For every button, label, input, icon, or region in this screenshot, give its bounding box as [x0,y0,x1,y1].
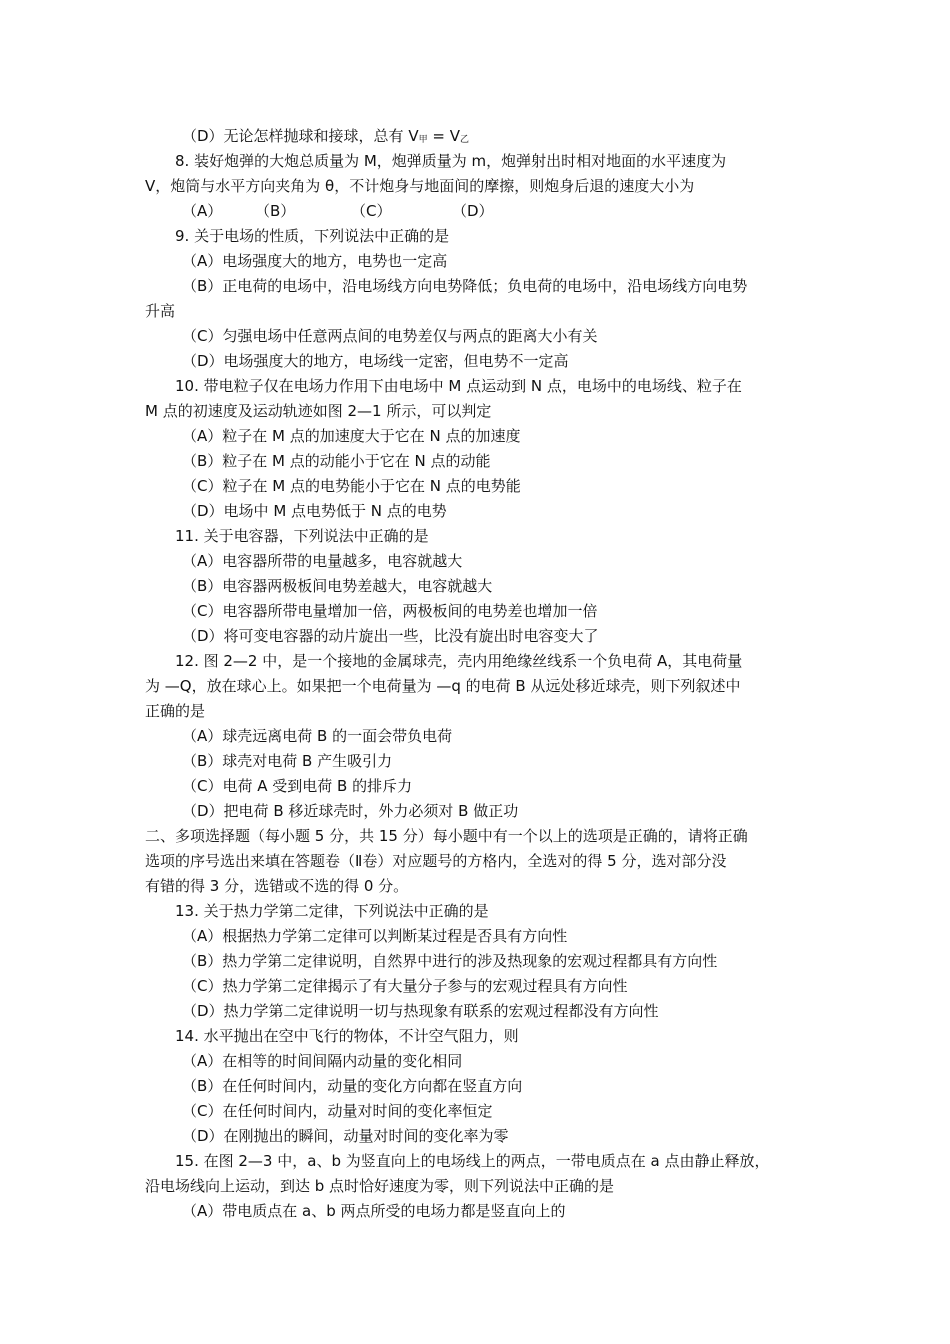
section2-heading-line3: 有错的得 3 分，选错或不选的得 0 分。 [145,877,409,895]
q11-option-c: （C）电容器所带电量增加一倍，两极板间的电势差也增加一倍 [182,602,598,620]
q10-stem-line1: 10. 带电粒子仅在电场力作用下由电场中 M 点运动到 N 点，电场中的电场线、粒子在 [175,377,742,395]
q8-option-a: （A） [182,202,223,220]
q14-stem: 14. 水平抛出在空中飞行的物体，不计空气阻力，则 [175,1027,519,1045]
q12-stem-line3: 正确的是 [145,702,206,720]
q14-option-c: （C）在任何时间内，动量对时间的变化率恒定 [182,1102,493,1120]
q13-option-a: （A）根据热力学第二定律可以判断某过程是否具有方向性 [182,927,568,945]
q15-stem-line2: 沿电场线向上运动，到达 b 点时恰好速度为零，则下列说法中正确的是 [145,1177,615,1195]
q14-option-b: （B）在任何时间内，动量的变化方向都在竖直方向 [182,1077,523,1095]
q13-option-b: （B）热力学第二定律说明，自然界中进行的涉及热现象的宏观过程都具有方向性 [182,952,718,970]
q12-option-c: （C）电荷 A 受到电荷 B 的排斥力 [182,777,413,795]
q10-option-c: （C）粒子在 M 点的电势能小于它在 N 点的电势能 [182,477,521,495]
q14-option-a: （A）在相等的时间间隔内动量的变化相同 [182,1052,463,1070]
q9-option-c: （C）匀强电场中任意两点间的电势差仅与两点的距离大小有关 [182,327,598,345]
q8-option-b: （B） [255,202,296,220]
q9-option-b-line2: 升高 [145,302,176,320]
q10-option-a: （A）粒子在 M 点的加速度大于它在 N 点的加速度 [182,427,521,445]
q12-option-a: （A）球壳远离电荷 B 的一面会带负电荷 [182,727,453,745]
q9-option-a: （A）电场强度大的地方，电势也一定高 [182,252,448,270]
q11-option-b: （B）电容器两极板间电势差越大，电容就越大 [182,577,493,595]
q8-stem-line2: V，炮筒与水平方向夹角为 θ，不计炮身与地面间的摩擦，则炮身后退的速度大小为 [145,177,695,195]
q11-option-d: （D）将可变电容器的动片旋出一些，比没有旋出时电容变大了 [182,627,599,645]
q9-stem: 9. 关于电场的性质，下列说法中正确的是 [175,227,450,245]
section2-heading-line1: 二、多项选择题（每小题 5 分，共 15 分）每小题中有一个以上的选项是正确的，请将正确 [145,827,748,845]
q15-option-a: （A）带电质点在 a、b 两点所受的电场力都是竖直向上的 [182,1202,566,1220]
q7-option-d: （D）无论怎样抛球和接球，总有 $V_甲 = V_乙$ [182,127,469,145]
q10-option-d: （D）电场中 M 点电势低于 N 点的电势 [182,502,447,520]
q13-option-c: （C）热力学第二定律揭示了有大量分子参与的宏观过程具有方向性 [182,977,628,995]
q11-stem: 11. 关于电容器，下列说法中正确的是 [175,527,429,545]
q10-option-b: （B）粒子在 M 点的动能小于它在 N 点的动能 [182,452,491,470]
q12-stem-line1: 12. 图 2—2 中，是一个接地的金属球壳，壳内用绝缘丝线系一个负电荷 A，其电荷量 [175,652,743,670]
q9-option-d: （D）电场强度大的地方，电场线一定密，但电势不一定高 [182,352,569,370]
q14-option-d: （D）在刚抛出的瞬间，动量对时间的变化率为零 [182,1127,509,1145]
q11-option-a: （A）电容器所带的电量越多，电容就越大 [182,552,463,570]
q12-option-d: （D）把电荷 B 移近球壳时，外力必须对 B 做正功 [182,802,519,820]
q13-option-d: （D）热力学第二定律说明一切与热现象有联系的宏观过程都没有方向性 [182,1002,659,1020]
q15-stem-line1: 15. 在图 2—3 中，a、b 为竖直向上的电场线上的两点，一带电质点在 a 点由静止释放， [175,1152,770,1170]
q10-stem-line2: M 点的初速度及运动轨迹如图 2—1 所示，可以判定 [145,402,492,420]
section2-heading-line2: 选项的序号选出来填在答题卷（Ⅱ卷）对应题号的方格内，全选对的得 5 分，选对部分没 [145,852,727,870]
q12-option-b: （B）球壳对电荷 B 产生吸引力 [182,752,393,770]
q8-option-c: （C） [351,202,392,220]
q8-options [145,199,817,224]
q9-option-b-line1: （B）正电荷的电场中，沿电场线方向电势降低；负电荷的电场中，沿电场线方向电势 [182,277,748,295]
question-text [145,124,817,1224]
q8-stem-line1: 8. 装好炮弹的大炮总质量为 M，炮弹质量为 m，炮弹射出时相对地面的水平速度为 [175,152,727,170]
q8-option-d: （D） [452,202,494,220]
q12-stem-line2: 为 —Q，放在球心上。如果把一个电荷量为 —q 的电荷 B 从远处移近球壳，则下列叙述中 [145,677,741,695]
q13-stem: 13. 关于热力学第二定律，下列说法中正确的是 [175,902,489,920]
